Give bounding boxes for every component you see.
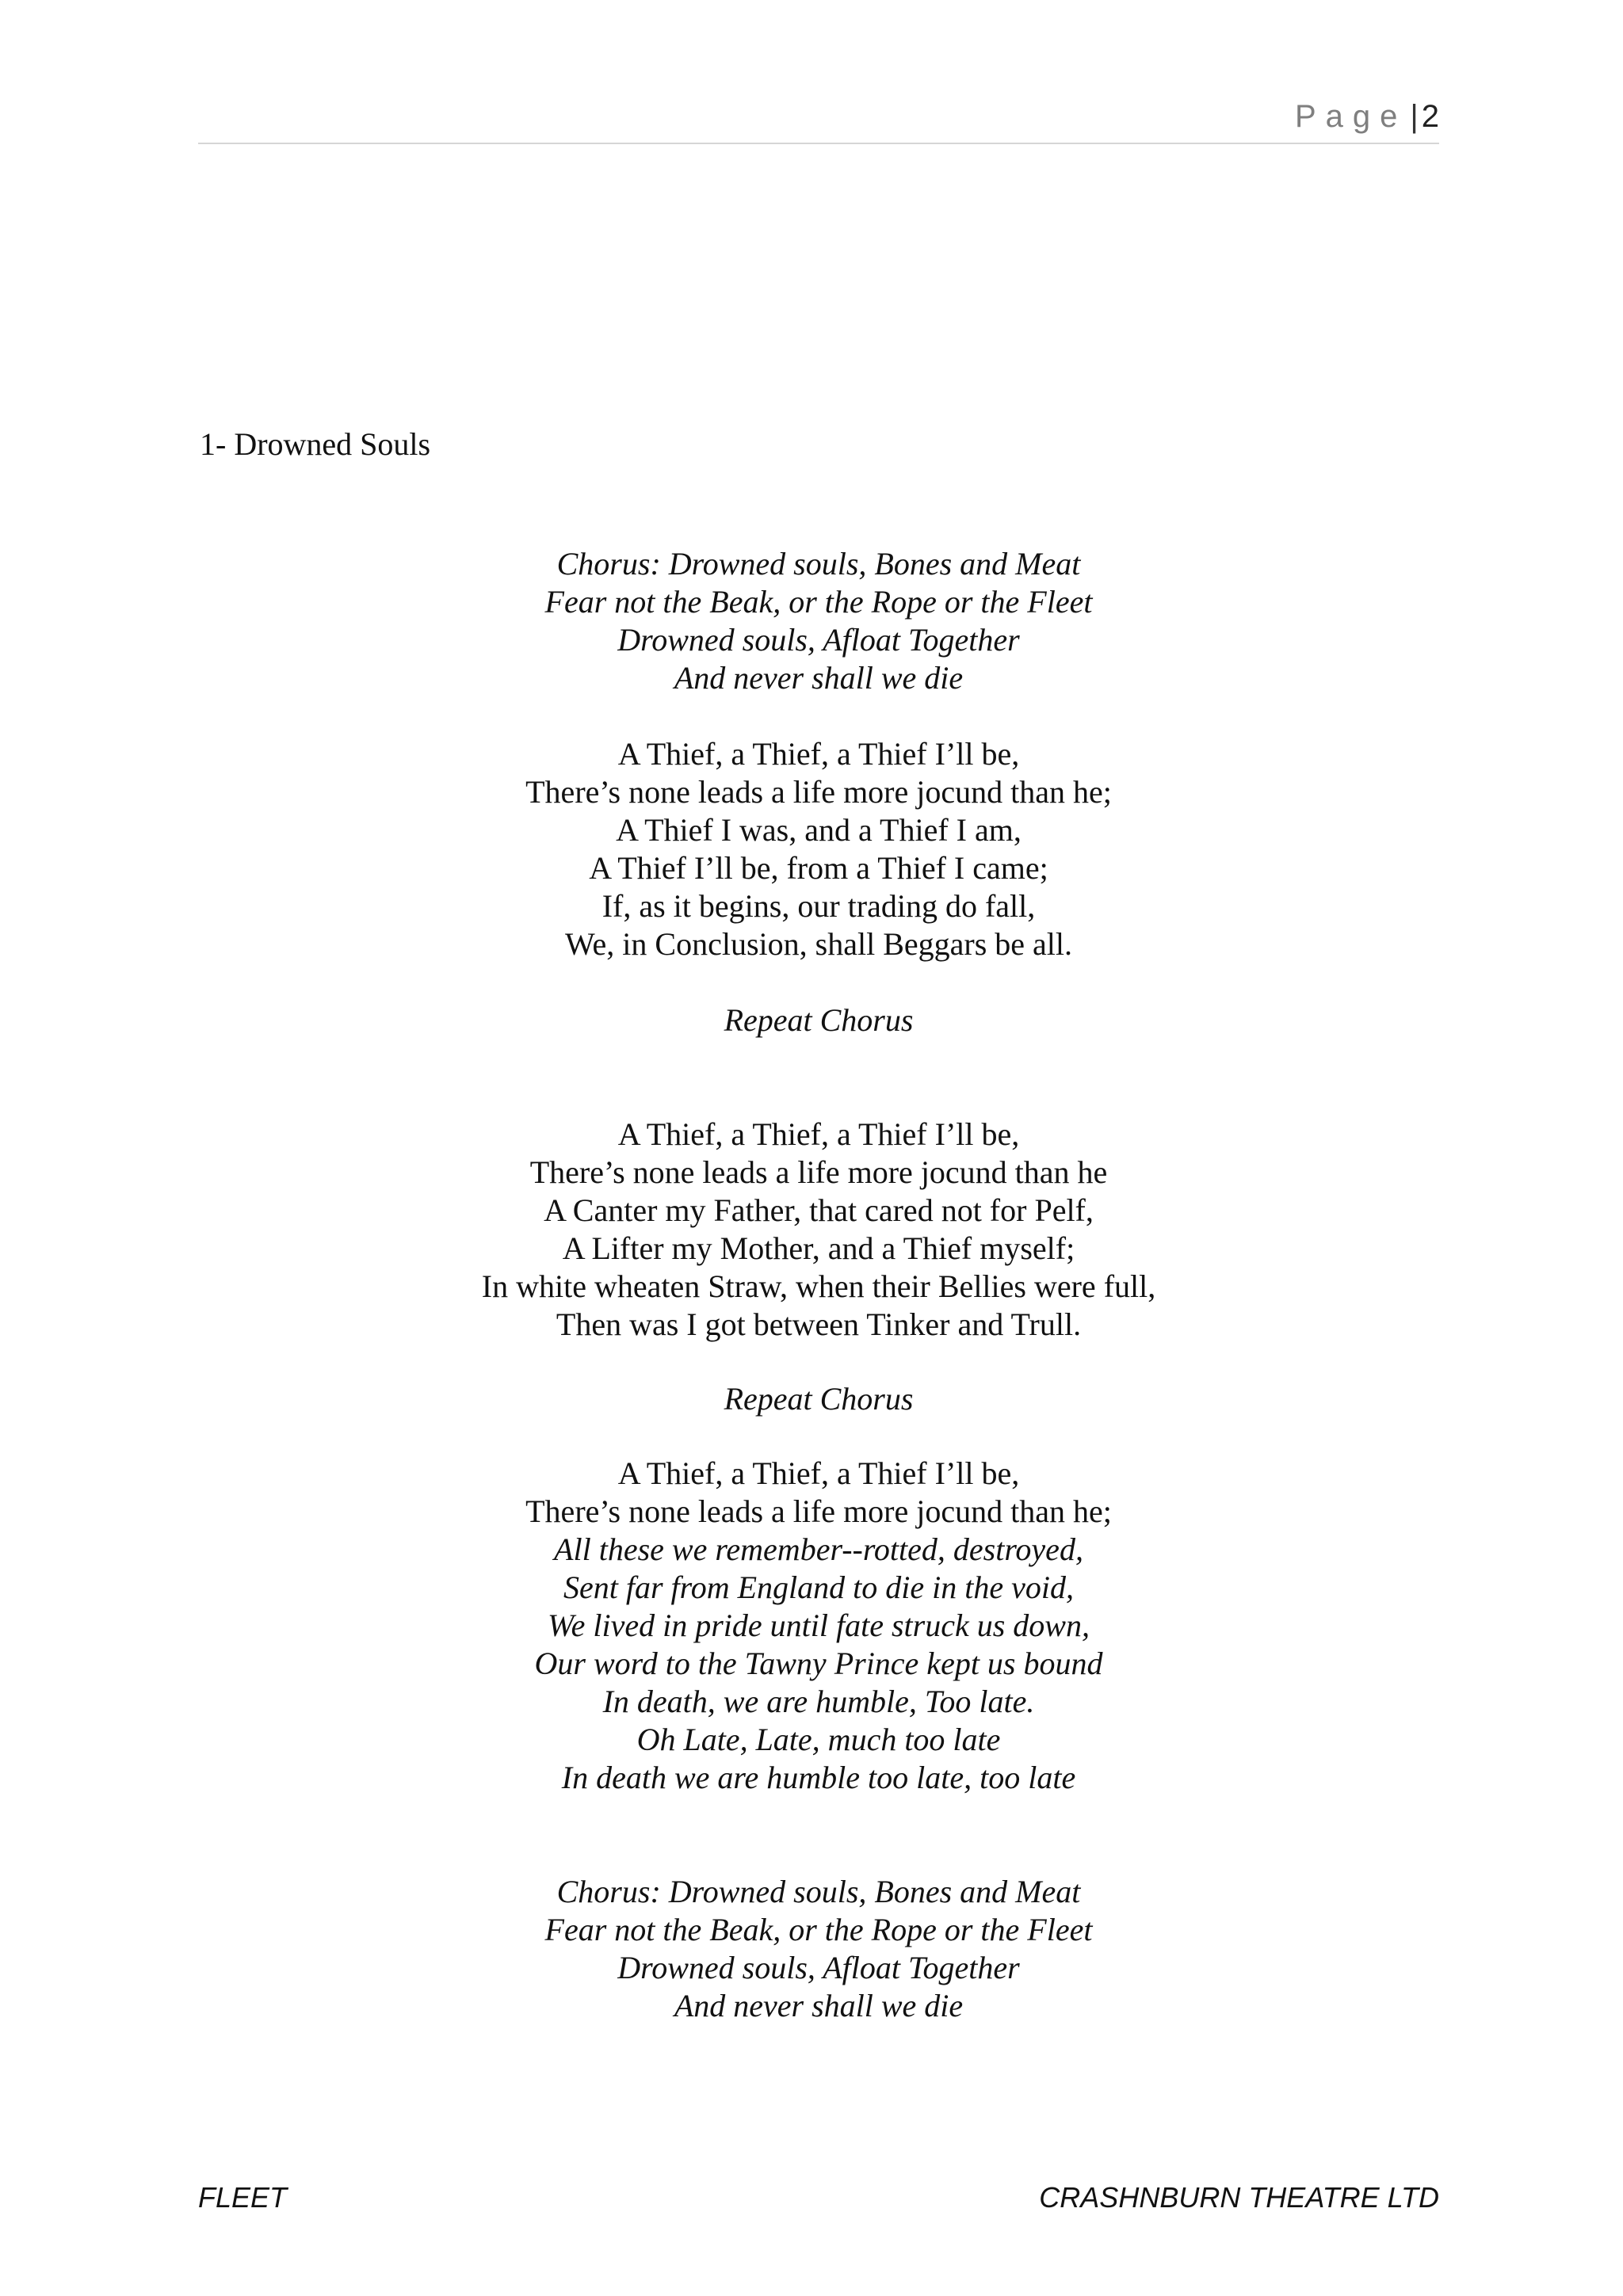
page-number: 2 — [1421, 99, 1439, 134]
lyric-line: A Canter my Father, that cared not for Pelf, — [544, 1192, 1094, 1228]
lyric-line: There’s none leads a life more jocund than he; — [525, 774, 1112, 810]
verse-block — [198, 1455, 1439, 1797]
footer-title: FLEET — [198, 2181, 288, 2214]
verse-block — [198, 1116, 1439, 1344]
lyric-line: If, as it begins, our trading do fall, — [601, 888, 1036, 924]
lyric-line: Repeat Chorus — [724, 1381, 914, 1417]
lyric-line: There’s none leads a life more jocund than he; — [525, 1493, 1112, 1529]
lyric-line: A Thief I was, and a Thief I am, — [616, 812, 1022, 848]
page-header — [198, 97, 1439, 144]
lyric-line: In death we are humble too late, too late — [561, 1760, 1076, 1795]
chorus-block — [198, 1873, 1439, 2025]
lyric-line: In white wheaten Straw, when their Bellies were full, — [481, 1268, 1156, 1304]
lyric-line: Chorus: Drowned souls, Bones and Meat — [556, 1874, 1081, 1909]
lyric-line: Repeat Chorus — [724, 1002, 914, 1038]
lyric-line: In death, we are humble, Too late. — [602, 1684, 1035, 1719]
verse-block — [198, 735, 1439, 963]
lyric-line: And never shall we die — [674, 660, 964, 696]
page-separator: | — [1410, 99, 1419, 134]
lyric-line: Fear not the Beak, or the Rope or the Fleet — [544, 1912, 1093, 1947]
lyric-line: A Thief, a Thief, a Thief I’ll be, — [617, 1455, 1020, 1491]
lyric-line: A Thief, a Thief, a Thief I’ll be, — [617, 736, 1020, 772]
lyric-line: And never shall we die — [674, 1988, 964, 2023]
song-title: 1- Drowned Souls — [200, 426, 431, 462]
lyric-line: Drowned souls, Afloat Together — [617, 622, 1020, 658]
lyric-line: We lived in pride until fate struck us down, — [547, 1608, 1090, 1643]
footer-company: CRASHNBURN THEATRE LTD — [1039, 2181, 1439, 2214]
repeat-chorus-label — [198, 1001, 1439, 1039]
lyric-line: Drowned souls, Afloat Together — [617, 1950, 1020, 1985]
lyric-line: A Thief, a Thief, a Thief I’ll be, — [617, 1116, 1020, 1152]
page-number-label — [1295, 97, 1439, 136]
repeat-chorus-label — [198, 1380, 1439, 1418]
lyric-line: A Lifter my Mother, and a Thief myself; — [562, 1230, 1075, 1266]
lyric-line: Sent far from England to die in the void, — [563, 1569, 1074, 1605]
lyric-line: All these we remember--rotted, destroyed, — [554, 1531, 1083, 1567]
lyric-line: Oh Late, Late, much too late — [636, 1722, 1001, 1757]
lyric-line: We, in Conclusion, shall Beggars be all. — [565, 926, 1072, 962]
page-word: Page — [1294, 99, 1407, 134]
lyric-line: Our word to the Tawny Prince kept us bound — [534, 1646, 1103, 1681]
lyric-line: Chorus: Drowned souls, Bones and Meat — [556, 546, 1081, 582]
lyric-line: There’s none leads a life more jocund than he — [529, 1154, 1108, 1190]
lyric-line: A Thief I’ll be, from a Thief I came; — [589, 850, 1048, 886]
lyric-line: Fear not the Beak, or the Rope or the Fleet — [544, 584, 1093, 620]
chorus-block — [198, 545, 1439, 697]
lyric-line: Then was I got between Tinker and Trull. — [556, 1306, 1082, 1342]
